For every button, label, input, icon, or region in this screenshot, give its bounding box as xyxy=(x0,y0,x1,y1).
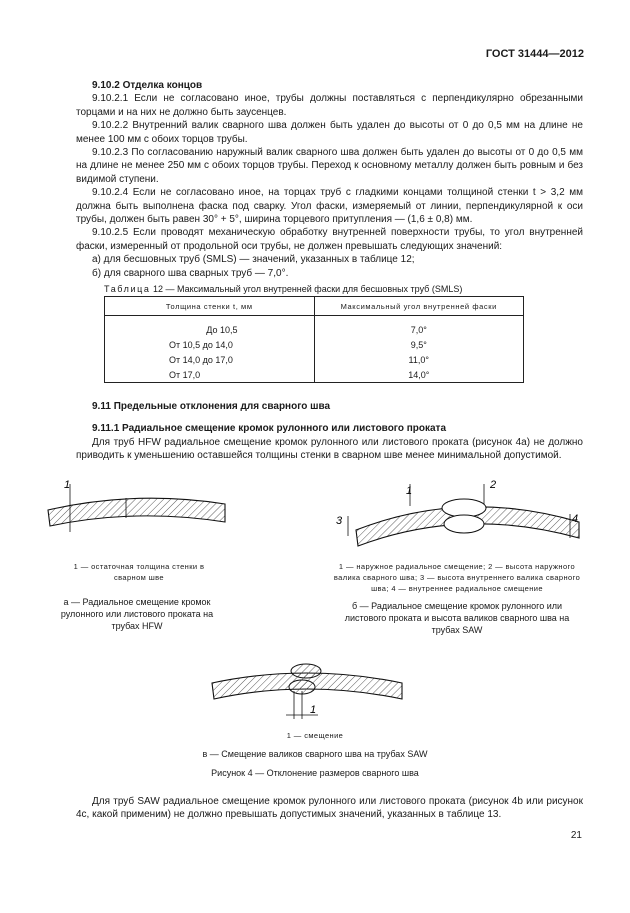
figure-4a-caption: а — Радиальное смещение кромок рулонного или листового проката на трубах HFW xyxy=(60,597,214,631)
paragraph-9-10-2-3: 9.10.2.3 По согласованию наружный валик сварного шва должен быть удален до высоты от 0 до 0,5 мм на длине не менее 250 мм с обоих торцов трубы. Переход к основному металлу должен быть ровным и без видимой ступени. xyxy=(76,147,583,185)
table-col-angle: Максимальный угол внутренней фаски xyxy=(314,297,524,316)
table-12-caption xyxy=(104,284,462,294)
table-12 xyxy=(104,296,524,383)
list-item-b: б) для сварного шва сварных труб — 7,0°. xyxy=(92,267,289,279)
figure-4c-drawing xyxy=(206,655,406,723)
paragraph-9-10-2-2: 9.10.2.2 Внутренний валик сварного шва должен быть удален до высоты от 0 до 0,5 мм на длине не менее 100 мм с обоих торцов трубы. xyxy=(76,120,583,145)
table-cell-angle: 7,0° xyxy=(314,316,524,338)
standard-header: ГОСТ 31444—2012 xyxy=(485,48,584,60)
table-caption-prefix: Таблица xyxy=(104,284,151,294)
table-cell-angle: 11,0° xyxy=(314,352,524,367)
table-cell-angle: 9,5° xyxy=(314,337,524,352)
paragraph-9-10-2-1: 9.10.2.1 Если не согласовано иное, трубы должны поставляться с перпендикулярно обрезанными торцами и на них не должно быть заусенцев. xyxy=(76,93,583,118)
section-title-9-11: 9.11 Предельные отклонения для сварного шва xyxy=(92,401,331,412)
outer-weld-bead xyxy=(442,499,486,517)
figure-4b-legend: 1 — наружное радиальное смещение; 2 — высота наружного валика сварного шва; 3 — высота внутреннего валика сварного шва; 4 — внутреннее радиальное смещение xyxy=(333,562,581,593)
figure-4c-legend: 1 — смещение xyxy=(286,731,344,740)
figure-4b-drawing xyxy=(334,476,584,556)
table-row xyxy=(105,367,524,383)
table-col-thickness: Толщина стенки t, мм xyxy=(105,297,315,316)
figure-4a-drawing xyxy=(40,474,230,549)
section-9-11 xyxy=(76,400,583,463)
label-2: 2 xyxy=(490,479,497,491)
outer-weld-bead xyxy=(291,664,321,678)
table-cell-thickness: От 14,0 до 17,0 xyxy=(105,352,315,367)
paragraph-9-10-2-5: 9.10.2.5 Если проводят механическую обработку внутренней поверхности трубы, то угол внутренней фаски, измеренный от продольной оси трубы, не должен превышать следующих значений: xyxy=(76,227,583,252)
label-3: 3 xyxy=(336,515,343,527)
section-9-10-2 xyxy=(76,79,583,280)
table-row xyxy=(105,352,524,367)
table-cell-thickness: До 10,5 xyxy=(105,316,315,338)
pipe-wall-section xyxy=(48,498,225,526)
table-cell-angle: 14,0° xyxy=(314,367,524,383)
label-1: 1 xyxy=(64,479,71,491)
table-cell-thickness: От 10,5 до 14,0 xyxy=(105,337,315,352)
figure-4b-caption: б — Радиальное смещение кромок рулонного или листового проката и высота валиков сварного шва на трубах SAW xyxy=(344,601,570,635)
label-1: 1 xyxy=(406,485,413,497)
table-cell-thickness: От 17,0 xyxy=(105,367,315,383)
label-1: 1 xyxy=(310,704,317,716)
section-title-9-10-2: 9.10.2 Отделка концов xyxy=(92,80,203,91)
table-row xyxy=(105,337,524,352)
figure-4-title: Рисунок 4 — Отклонение размеров сварного шва xyxy=(211,768,419,778)
figure-4c-caption: в — Смещение валиков сварного шва на трубах SAW xyxy=(202,749,428,759)
table-caption-text: 12 — Максимальный угол внутренней фаски для бесшовных труб (SMLS) xyxy=(153,284,463,294)
page-number: 21 xyxy=(570,830,582,841)
list-item-a: а) для бесшовных труб (SMLS) — значений, указанных в таблице 12; xyxy=(92,254,415,266)
inner-weld-bead xyxy=(444,515,484,533)
table-header-row xyxy=(105,297,524,316)
paragraph-9-11-1-hfw: Для труб HFW радиальное смещение кромок рулонного или листового проката (рисунок 4а) не должно приводить к уменьшению оставшейся толщины стенки в сварном шве менее минимальной допустимой. xyxy=(76,436,583,462)
table-row xyxy=(105,316,524,338)
paragraph-9-10-2-4: 9.10.2.4 Если не согласовано иное, на торцах труб с гладкими концами толщиной стенки t > 3,2 мм должна быть выполнена фаска под сварку. Угол фаски, измеряемый от линии, перпендикулярной к оси трубы, должен быть равен 30° + 5°, ширина торцевого притупления — (1,6 ± 0,8) мм. xyxy=(76,187,583,226)
paragraph-9-11-1-saw: Для труб SAW радиальное смещение кромок рулонного или листового проката (рисунок 4b или рисунок 4c, какой применим) не должно превышать допустимых значений, указанных в таблице 13. xyxy=(76,796,583,821)
paragraph-9-11-1-saw-block xyxy=(76,795,583,822)
figure-4a-legend: 1 — остаточная толщина стенки в сварном шве xyxy=(73,562,205,582)
label-4: 4 xyxy=(572,513,579,525)
section-title-9-11-1: 9.11.1 Радиальное смещение кромок рулонного или листового проката xyxy=(92,423,446,435)
